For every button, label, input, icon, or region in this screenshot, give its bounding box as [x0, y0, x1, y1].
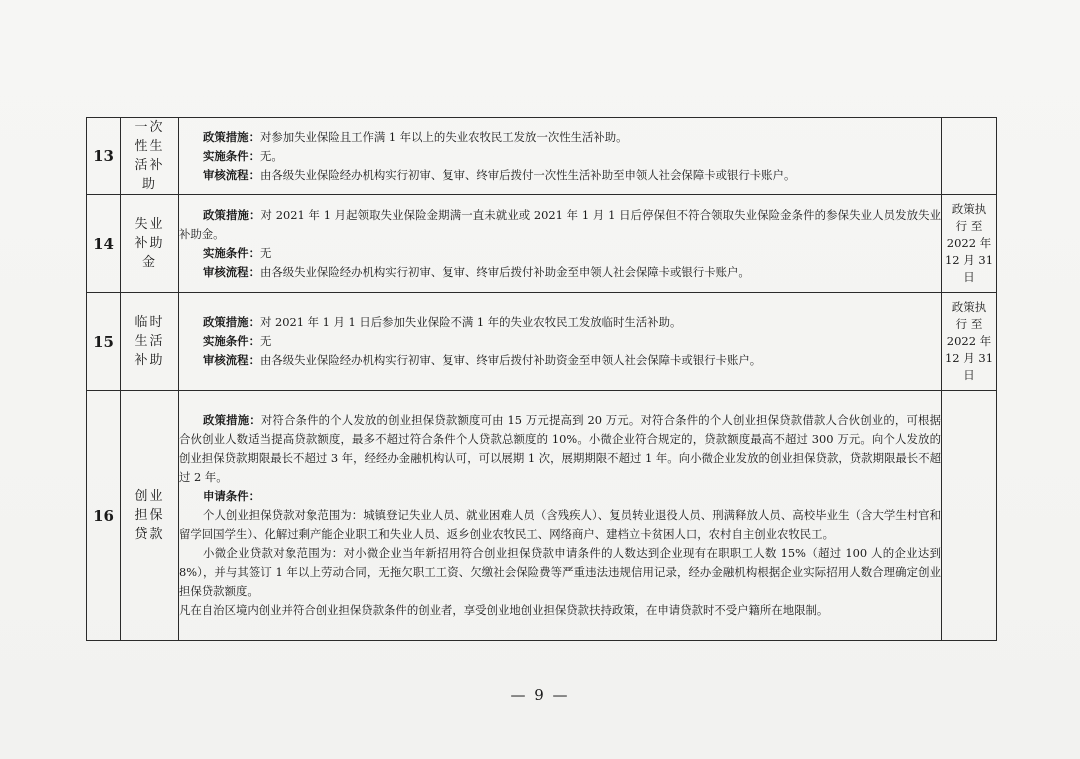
row-number: 15: [87, 293, 121, 391]
item-content: 政策措施：对参加失业保险且工作满 1 年以上的失业农牧民工发放一次性生活补助。 实施条件：无。 审核流程：由各级失业保险经办机构实行初审、复审、终审后拨付一次性生活补助至申领人社会保障卡或银行卡账户。: [179, 118, 942, 195]
row-number: 14: [87, 195, 121, 293]
remark: [942, 391, 997, 641]
item-name: 临时 生活 补助: [121, 293, 179, 391]
local-registration-note: 凡在自治区境内创业并符合创业担保贷款条件的创业者，享受创业地创业担保贷款扶持政策，在申请贷款时不受户籍所在地限制。: [179, 603, 829, 617]
remark: [942, 118, 997, 195]
table-row: [87, 391, 997, 641]
remark: 政策执 行 至 2022 年 12 月 31 日: [942, 293, 997, 391]
smallbiz-loan-scope: 小微企业贷款对象范围为：对小微企业当年新招用符合创业担保贷款申请条件的人数达到企业现有在职职工人数 15%（超过 100 人的企业达到 8%），并与其签订 1 年以上劳动合同，无拖欠职工工资、欠缴社会保险费等严重违法违规信用记录，经办金融机构根据企业实际招用人数合理确定创业担保贷款额度。: [179, 546, 941, 598]
item-name: 一次 性生 活补 助: [121, 118, 179, 195]
item-content: 政策措施：对 2021 年 1 月起领取失业保险金期满一直未就业或 2021 年 1 月 1 日后停保但不符合领取失业保险金条件的参保失业人员发放失业补助金。 实施条件：无 审核流程：由各级失业保险经办机构实行初审、复审、终审后拨付补助金至申领人社会保障卡或银行卡账户。: [179, 195, 942, 293]
table-row: [87, 195, 997, 293]
row-number: 16: [87, 391, 121, 641]
item-name: 创业 担保 贷款: [121, 391, 179, 641]
policy-table: [86, 117, 997, 641]
table-row: [87, 118, 997, 195]
item-content: 政策措施：对 2021 年 1 月 1 日后参加失业保险不满 1 年的失业农牧民工发放临时生活补助。 实施条件：无 审核流程：由各级失业保险经办机构实行初审、复审、终审后拨付补助资金至申领人社会保障卡或银行卡账户。: [179, 293, 942, 391]
table-row: [87, 293, 997, 391]
item-name: 失业 补助 金: [121, 195, 179, 293]
page-number: — 9 —: [510, 686, 570, 704]
row-number: 13: [87, 118, 121, 195]
remark: 政策执 行 至 2022 年 12 月 31 日: [942, 195, 997, 293]
item-content: 政策措施：对符合条件的个人发放的创业担保贷款额度可由 15 万元提高到 20 万元。对符合条件的个人创业担保贷款借款人合伙创业的，可根据合伙创业人数适当提高贷款额度，最多不超过符合条件个人贷款总额度的 10%。小微企业符合规定的，贷款额度最高不超过 300 万元。向个人发放的创业担保贷款期限最长不超过 3 年，经经办金融机构认可，可以展期 1 次，展期期限不超过 1 年。向小微企业发放的创业担保贷款，贷款期限最长不超过 2 年。 申请条件： 个人创业担保贷款对象范围为：城镇登记失业人员、就业困难人员（含残疾人）、复员转业退役人员、刑满释放人员、高校毕业生（含大学生村官和留学回国学生）、化解过剩产能企业职工和失业人员、返乡创业农牧民工、网络商户、建档立卡贫困人口，农村自主创业农牧民工。 小微企业贷款对象范围为：对小微企业当年新招用符合创业担保贷款申请条件的人数达到企业现有在职职工人数 15%（超过 100 人的企业达到 8%），并与其签订 1 年以上劳动合同，无拖欠职工工资、欠缴社会保险费等严重违法违规信用记录，经办金融机构根据企业实际招用人数合理确定创业担保贷款额度。 凡在自治区境内创业并符合创业担保贷款条件的创业者，享受创业地创业担保贷款扶持政策，在申请贷款时不受户籍所在地限制。: [179, 391, 942, 641]
individual-loan-scope: 个人创业担保贷款对象范围为：城镇登记失业人员、就业困难人员（含残疾人）、复员转业退役人员、刑满释放人员、高校毕业生（含大学生村官和留学回国学生）、化解过剩产能企业职工和失业人员、返乡创业农牧民工、网络商户、建档立卡贫困人口，农村自主创业农牧民工。: [179, 508, 941, 541]
